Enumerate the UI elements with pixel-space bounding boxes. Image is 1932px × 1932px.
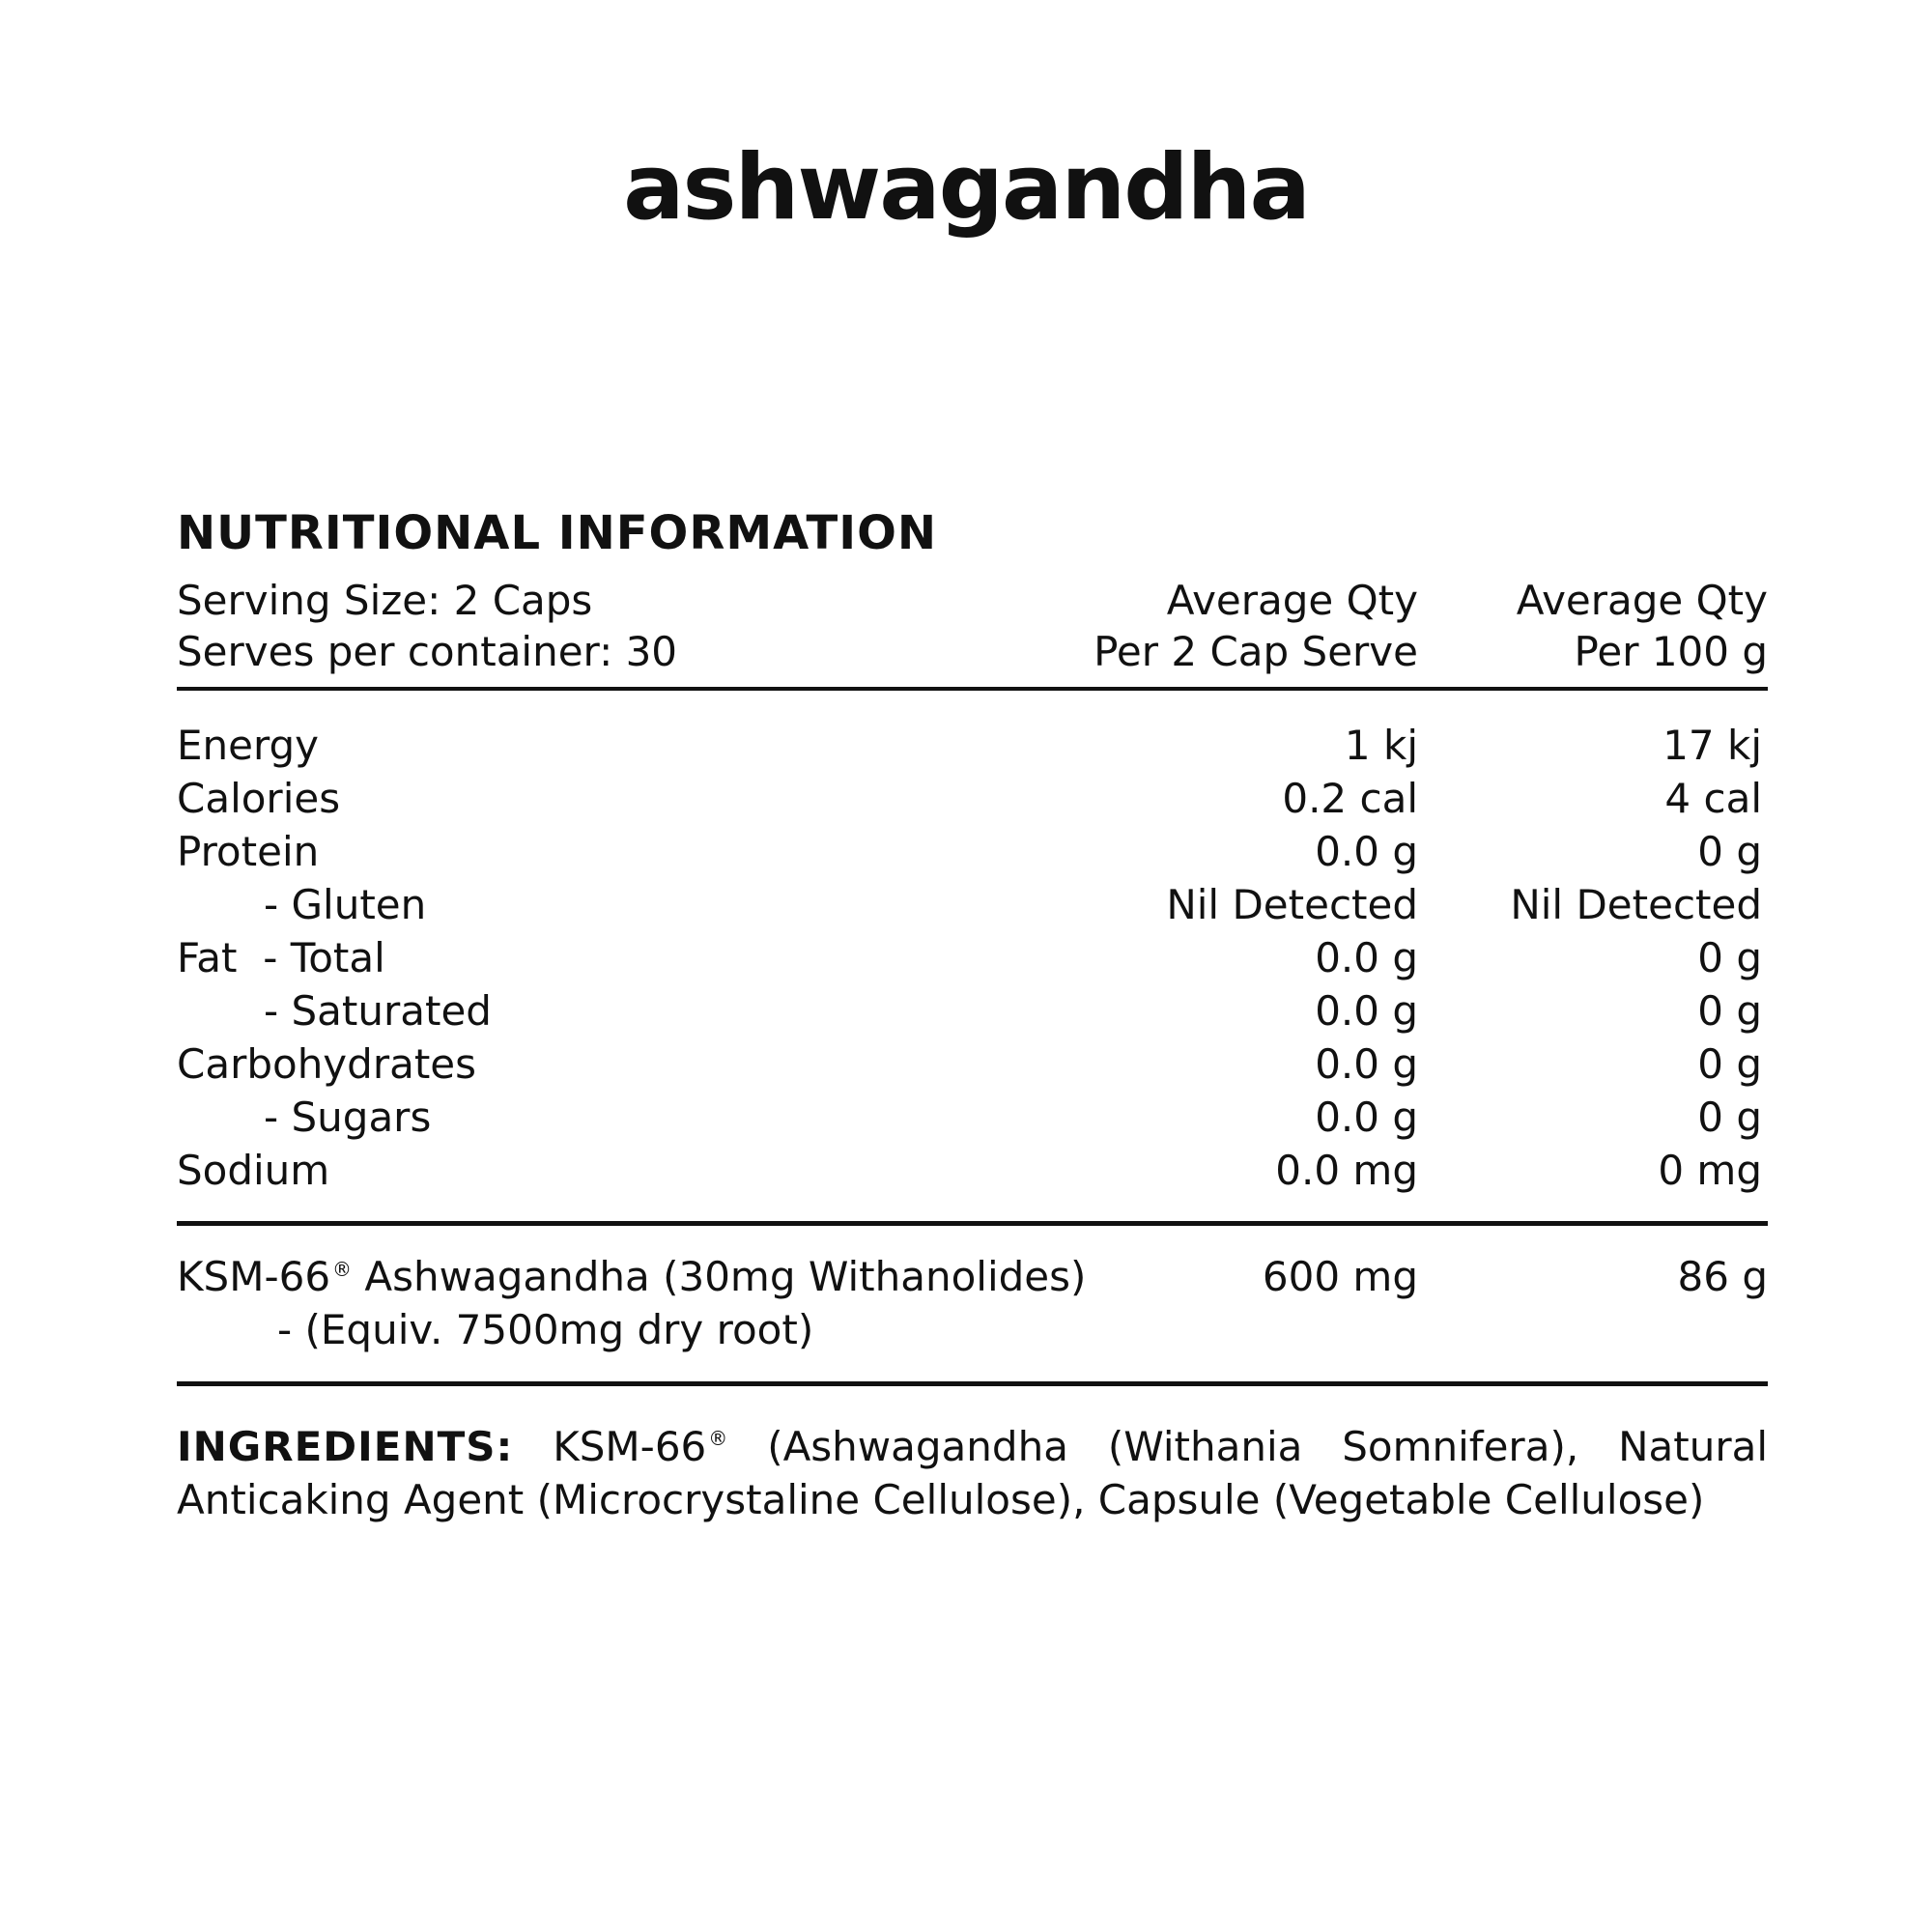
ingredients-label: INGREDIENTS: [177, 1423, 514, 1470]
nutrient-row-fat-total [177, 932, 1768, 984]
nutrient-label: - Saturated [264, 987, 492, 1035]
nutrient-per-serve: 0.0 g [1315, 1040, 1418, 1088]
col2-header-line1: Average Qty [1516, 577, 1768, 624]
ingredients-brand: KSM-66 [553, 1423, 707, 1470]
active-per-100g: 86 g [1677, 1253, 1768, 1300]
ingredients-statement [177, 1420, 1768, 1526]
nutrient-label: Protein [177, 828, 320, 875]
nutrient-per-serve: 0.2 cal [1282, 775, 1418, 822]
serving-header-row-2 [177, 626, 1768, 678]
serving-size: Serving Size: 2 Caps [177, 577, 593, 624]
nutrient-per-serve: 0.0 g [1315, 828, 1418, 875]
nutrient-label: Calories [177, 775, 341, 822]
nutrient-per-100g: 0 g [1697, 828, 1762, 875]
nutrient-label: - Sugars [264, 1094, 432, 1141]
nutrient-per-100g: 0 g [1697, 987, 1762, 1035]
nutrient-label: Energy [177, 722, 320, 769]
header-divider [177, 687, 1768, 691]
col2-header-line2: Per 100 g [1574, 628, 1768, 675]
active-divider [177, 1381, 1768, 1386]
nutrient-row-gluten [177, 879, 1768, 931]
nutrient-label: Fat - Total [177, 934, 385, 981]
nutrient-row-saturated [177, 985, 1768, 1037]
col1-header-line2: Per 2 Cap Serve [1094, 628, 1418, 675]
registered-mark: ® [708, 1427, 728, 1450]
nutrient-per-100g: Nil Detected [1510, 881, 1762, 928]
serving-header-row-1 [177, 575, 1768, 627]
active-per-serve: 600 mg [1262, 1253, 1418, 1300]
serves-per-container: Serves per container: 30 [177, 628, 678, 675]
nutrient-per-serve: 0.0 g [1315, 987, 1418, 1035]
nutrient-per-100g: 0 g [1697, 1040, 1762, 1088]
nutrient-row-calories [177, 773, 1768, 825]
product-title: ashwagandha [623, 135, 1309, 241]
nutrients-divider [177, 1221, 1768, 1226]
active-ingredient-label [177, 1251, 1086, 1303]
nutrient-per-100g: 0 mg [1658, 1147, 1762, 1194]
active-ingredient-description: Ashwagandha (30mg Withanolides) [352, 1253, 1087, 1300]
active-ingredient-brand: KSM-66 [177, 1253, 331, 1300]
nutrient-per-serve: 0.0 g [1315, 934, 1418, 981]
nutrient-per-serve: 1 kj [1344, 722, 1418, 769]
nutrient-per-serve: Nil Detected [1166, 881, 1418, 928]
nutrient-per-100g: 4 cal [1664, 775, 1762, 822]
nutrient-per-100g: 0 g [1697, 934, 1762, 981]
nutrient-per-100g: 17 kj [1662, 722, 1762, 769]
nutrient-label: Sodium [177, 1147, 330, 1194]
ingredients-text: (Ashwagandha (Withania Somnifera), Natural Anticaking Agent (Microcrystaline Cellulose), Capsule (Vegetable Cellulose) [177, 1423, 1768, 1523]
nutrient-row-sodium [177, 1145, 1768, 1197]
nutrient-row-sugars [177, 1092, 1768, 1144]
active-ingredient-equivalent: - (Equiv. 7500mg dry root) [277, 1306, 814, 1353]
nutrient-row-carbohydrates [177, 1038, 1768, 1091]
active-ingredient-sub-row [177, 1304, 1768, 1356]
nutrient-label: Carbohydrates [177, 1040, 477, 1088]
registered-mark: ® [332, 1258, 353, 1281]
nutrient-label: - Gluten [264, 881, 427, 928]
col1-header-line1: Average Qty [1166, 577, 1418, 624]
nutrient-per-serve: 0.0 g [1315, 1094, 1418, 1141]
nutrient-row-protein [177, 826, 1768, 878]
nutrient-per-serve: 0.0 mg [1275, 1147, 1418, 1194]
nutrient-per-100g: 0 g [1697, 1094, 1762, 1141]
nutrition-heading: NUTRITIONAL INFORMATION [177, 506, 938, 560]
active-ingredient-row [177, 1251, 1768, 1303]
nutrient-row-energy [177, 720, 1768, 772]
